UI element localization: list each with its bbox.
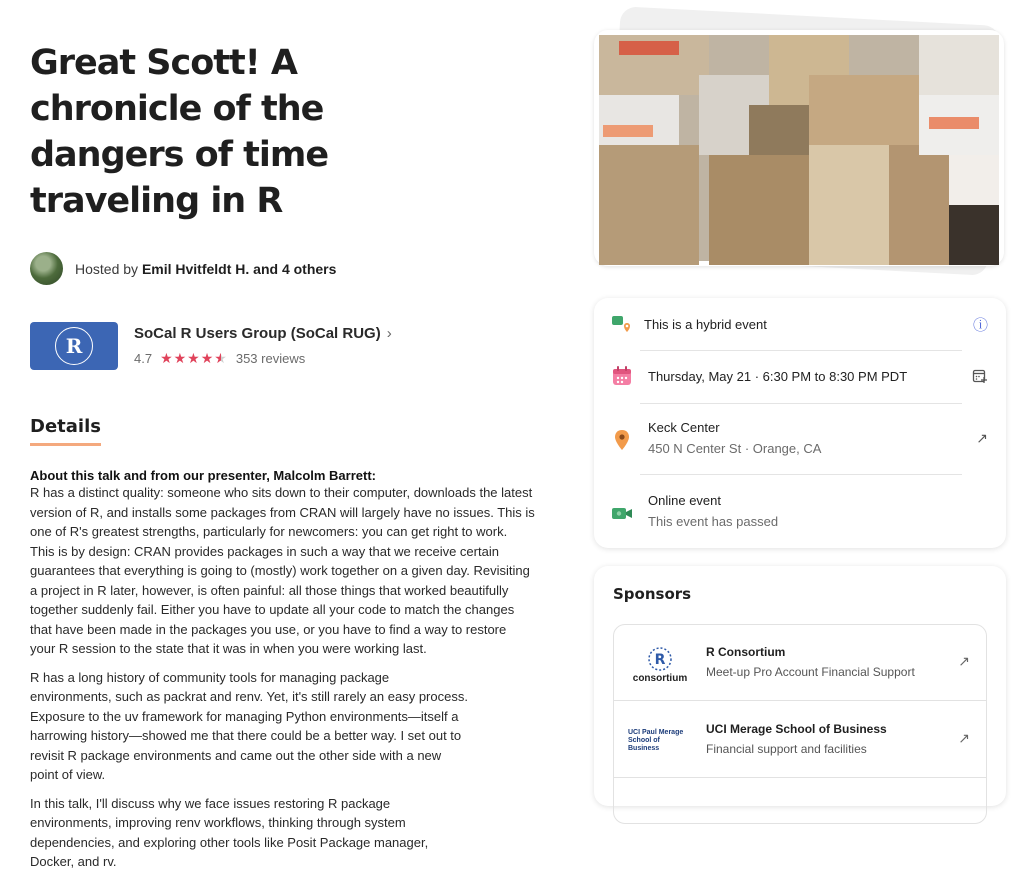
map-pin-icon [610,428,634,452]
sponsor-description: Financial support and facilities [706,742,867,756]
details-paragraph-3: In this talk, I'll discuss why we face issues restoring R package environments, improving renv workflows, thinking through system dependencies, and exploring other tools like Posit Package manager, Docker, and rv. [30,795,429,869]
about-heading: About this talk and from our presenter, Malcolm Barrett: [30,468,376,483]
external-link-icon[interactable]: ↗ [958,653,970,669]
group-card[interactable] [30,322,540,370]
host-avatar[interactable] [30,252,63,285]
host-names[interactable]: Emil Hvitfeldt H. and 4 others [141,260,337,277]
online-info [648,493,778,529]
sponsor-description: Meet-up Pro Account Financial Support [706,665,915,679]
online-row [594,493,1006,533]
calendar-icon [610,364,634,388]
uci-logo-text: UCI Paul Merage School of Business [628,729,684,752]
r-consortium-logo-text: consortium [632,672,688,684]
host-text [75,261,336,277]
sponsor-item[interactable] [614,625,986,701]
group-seal-icon: R [55,327,93,365]
venue-row[interactable] [594,420,1006,460]
datetime-row [594,364,1006,388]
hybrid-event-icon [610,312,634,336]
event-photo-area [594,26,1006,266]
group-info [134,325,392,367]
venue-name[interactable]: Keck Center [648,420,720,435]
event-datetime: Thursday, May 21 · 6:30 PM to 8:30 PM PDT [648,368,908,384]
online-status: This event has passed [648,514,779,529]
divider [640,474,962,475]
details-paragraph-2: R has a long history of community tools for managing package environments, such as packrat and renv. Yet, it's still rarely an easy process. Exposure to the uv framework for managing Python environments—itself a harrowing history—showed me that there could be a better way. I set out to revisit R package environments and came out the other side with a new point of view. [30,669,468,782]
venue-address[interactable]: 450 N Center St · Orange, CA [648,441,822,456]
venue-info [648,420,821,456]
star-rating-icon: ★★★★★ [160,350,228,366]
event-photo[interactable] [594,30,1004,266]
host-row [30,252,540,285]
r-consortium-logo [628,643,692,685]
sponsors-heading: Sponsors [613,585,692,603]
details-paragraph-1: R has a distinct quality: someone who sits down to their computer, downloads the latest version of R, and installs some packages from CRAN will largely have no issues. This is one of R's greatest strengths, particularly for newcomers: you can get right to work. This is by design: CRAN provides packages in such a way that we receive certain guarantees that everything is going to (mostly) work together on a given day. Revisiting a project in R later, however, is often painful: all those things that worked beautifully together suddenly fail. Either you have to update all your code to match the changes that have been made in the packages you use, or you have to find a way to restore your R session to the state that it was in when you were working last. [30,485,535,656]
details-heading: Details [30,416,101,446]
rating-value: 4.7 [134,351,153,366]
open-map-icon[interactable]: ↗ [976,430,988,446]
event-title: Great Scott! A chronicle of the dangers of time traveling in R [30,43,329,221]
r-consortium-mark-icon [646,645,674,673]
divider [640,350,962,351]
group-name-text[interactable]: SoCal R Users Group (SoCal RUG) [134,325,381,342]
divider [640,403,962,404]
photo-stack [594,26,1006,266]
online-title: Online event [648,493,721,508]
info-icon[interactable]: ⓘ [972,316,988,334]
chevron-right-icon[interactable]: › [386,325,392,342]
sponsor-name[interactable]: UCI Merage School of Business [706,722,887,736]
hybrid-row [594,312,1006,336]
hybrid-text: This is a hybrid event [644,316,767,332]
video-camera-icon [610,501,634,525]
group-name[interactable] [134,325,392,342]
hosted-by-label: Hosted by [75,260,142,277]
svg-text:R: R [654,651,666,668]
external-link-icon[interactable]: ↗ [958,730,970,746]
review-count[interactable]: 353 reviews [235,351,306,366]
sponsor-name[interactable]: R Consortium [706,645,786,659]
event-main [30,40,540,872]
sponsors-card [594,566,1006,806]
add-to-calendar-icon[interactable] [972,368,988,384]
sponsors-list [613,624,987,824]
uci-merage-logo [628,720,692,762]
group-rating [134,350,392,367]
sponsor-item[interactable] [614,702,986,778]
event-info-card [594,298,1006,548]
group-logo[interactable] [30,322,118,370]
